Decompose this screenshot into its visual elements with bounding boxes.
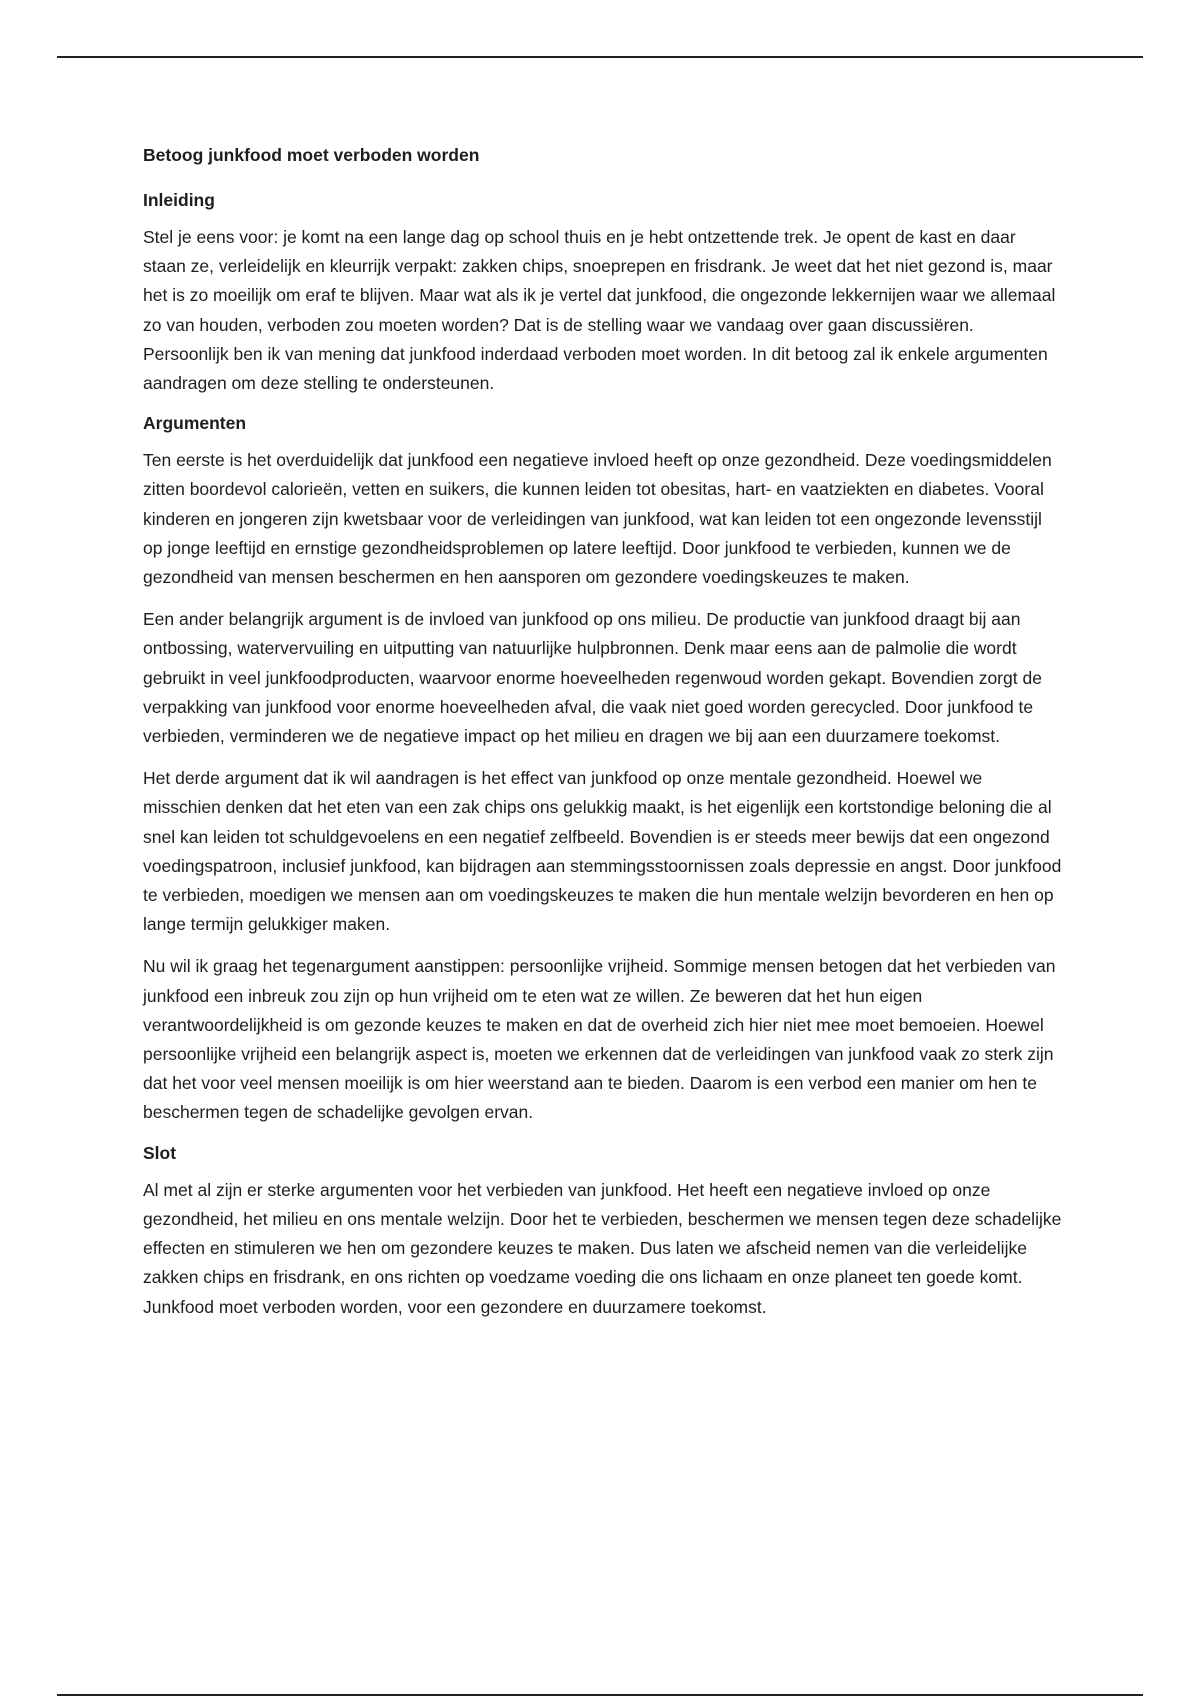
top-divider [57, 56, 1143, 58]
paragraph-counterargument: Nu wil ik graag het tegenargument aanstippen: persoonlijke vrijheid. Sommige mensen betogen dat het verbieden van junkfood een inbreuk zou zijn op hun vrijheid om te eten wat ze willen. Ze beweren dat het hun eigen verantwoordelijkheid is om gezonde keuzes te maken en dat de overheid zich hier niet mee moet bemoeien. Hoewel persoonlijke vrijheid een belangrijk aspect is, moeten we erkennen dat de verleidingen van junkfood vaak zo sterk zijn dat het voor veel mensen moeilijk is om hier weerstand aan te bieden. Daarom is een verbod een manier om hen te beschermen tegen de schadelijke gevolgen ervan. [143, 956, 1056, 1123]
section-intro [143, 188, 1063, 398]
section-arguments [143, 411, 1063, 1127]
section-heading-inleiding: Inleiding [143, 190, 215, 210]
section-heading-slot: Slot [143, 1142, 177, 1163]
paragraph-argument-environment: Een ander belangrijk argument is de invloed van junkfood op ons milieu. De productie van junkfood draagt bij aan ontbossing, watervervuiling en uitputting van natuurlijke hulpbronnen. Denk maar eens aan de palmolie die wordt gebruikt in veel junkfoodproducten, waarvoor enorme hoeveelheden regenwoud worden gekapt. Bovendien zorgt de verpakking van junkfood voor enorme hoeveelheden afval, die vaak niet goed worden gerecycled. Door junkfood te verbieden, verminderen we de negatieve impact op het milieu en dragen we bij aan een duurzamere toekomst. [143, 609, 1042, 747]
bottom-divider [57, 1694, 1143, 1696]
paragraph-intro: Stel je eens voor: je komt na een lange dag op school thuis en je hebt ontzettende trek. Je opent de kast en daar staan ze, verleidelijk en kleurrijk verpakt: zakken chips, snoeprepen en frisdrank. Je weet dat het niet gezond is, maar het is zo moeilijk om eraf te blijven. Maar wat als ik je vertel dat junkfood, die ongezonde lekkernijen waar we allemaal zo van houden, verboden zou moeten worden? Dat is de stelling waar we vandaag over gaan discussiëren. Persoonlijk ben ik van mening dat junkfood inderdaad verboden moet worden. In dit betoog zal ik enkele argumenten aandragen om deze stelling te ondersteunen. [143, 227, 1056, 394]
paragraph-argument-mental-health: Het derde argument dat ik wil aandragen is het effect van junkfood op onze mentale gezondheid. Hoewel we misschien denken dat het eten van een zak chips ons gelukkig maakt, is het eigenlijk een kortstondige beloning die al snel kan leiden tot schuldgevoelens en een negatief zelfbeeld. Bovendien is er steeds meer bewijs dat een ongezond voedingspatroon, inclusief junkfood, kan bijdragen aan stemmingsstoornissen zoals depressie en angst. Door junkfood te verbieden, moedigen we mensen aan om voedingskeuzes te maken die hun mentale welzijn bevorderen en hen op lange termijn gelukkiger maken. [143, 768, 1062, 935]
section-conclusion [143, 1141, 1063, 1322]
section-heading-argumenten: Argumenten [143, 413, 247, 434]
paragraph-conclusion: Al met al zijn er sterke argumenten voor het verbieden van junkfood. Het heeft een negatieve invloed op onze gezondheid, het milieu en ons mentale welzijn. Door het te verbieden, beschermen we mensen tegen deze schadelijke effecten en stimuleren we hen om gezondere keuzes te maken. Dus laten we afscheid nemen van die verleidelijke zakken chips en frisdrank, en ons richten op voedzame voeding die ons lichaam en onze planeet ten goede komt. Junkfood moet verboden worden, voor een gezondere en duurzamere toekomst. [143, 1179, 1062, 1317]
document-body [143, 143, 1063, 1335]
paragraph-argument-health: Ten eerste is het overduidelijk dat junkfood een negatieve invloed heeft op onze gezondheid. Deze voedingsmiddelen zitten boordevol calorieën, vetten en suikers, die kunnen leiden tot obesitas, hart- en vaatziekten en diabetes. Vooral kinderen en jongeren zijn kwetsbaar voor de verleidingen van junkfood, wat kan leiden tot een ongezonde levensstijl op jonge leeftijd en ernstige gezondheidsproblemen op latere leeftijd. Door junkfood te verbieden, kunnen we de gezondheid van mensen beschermen en hen aansporen om gezondere voedingskeuzes te maken. [143, 450, 1052, 588]
document-title: Betoog junkfood moet verboden worden [143, 145, 480, 165]
